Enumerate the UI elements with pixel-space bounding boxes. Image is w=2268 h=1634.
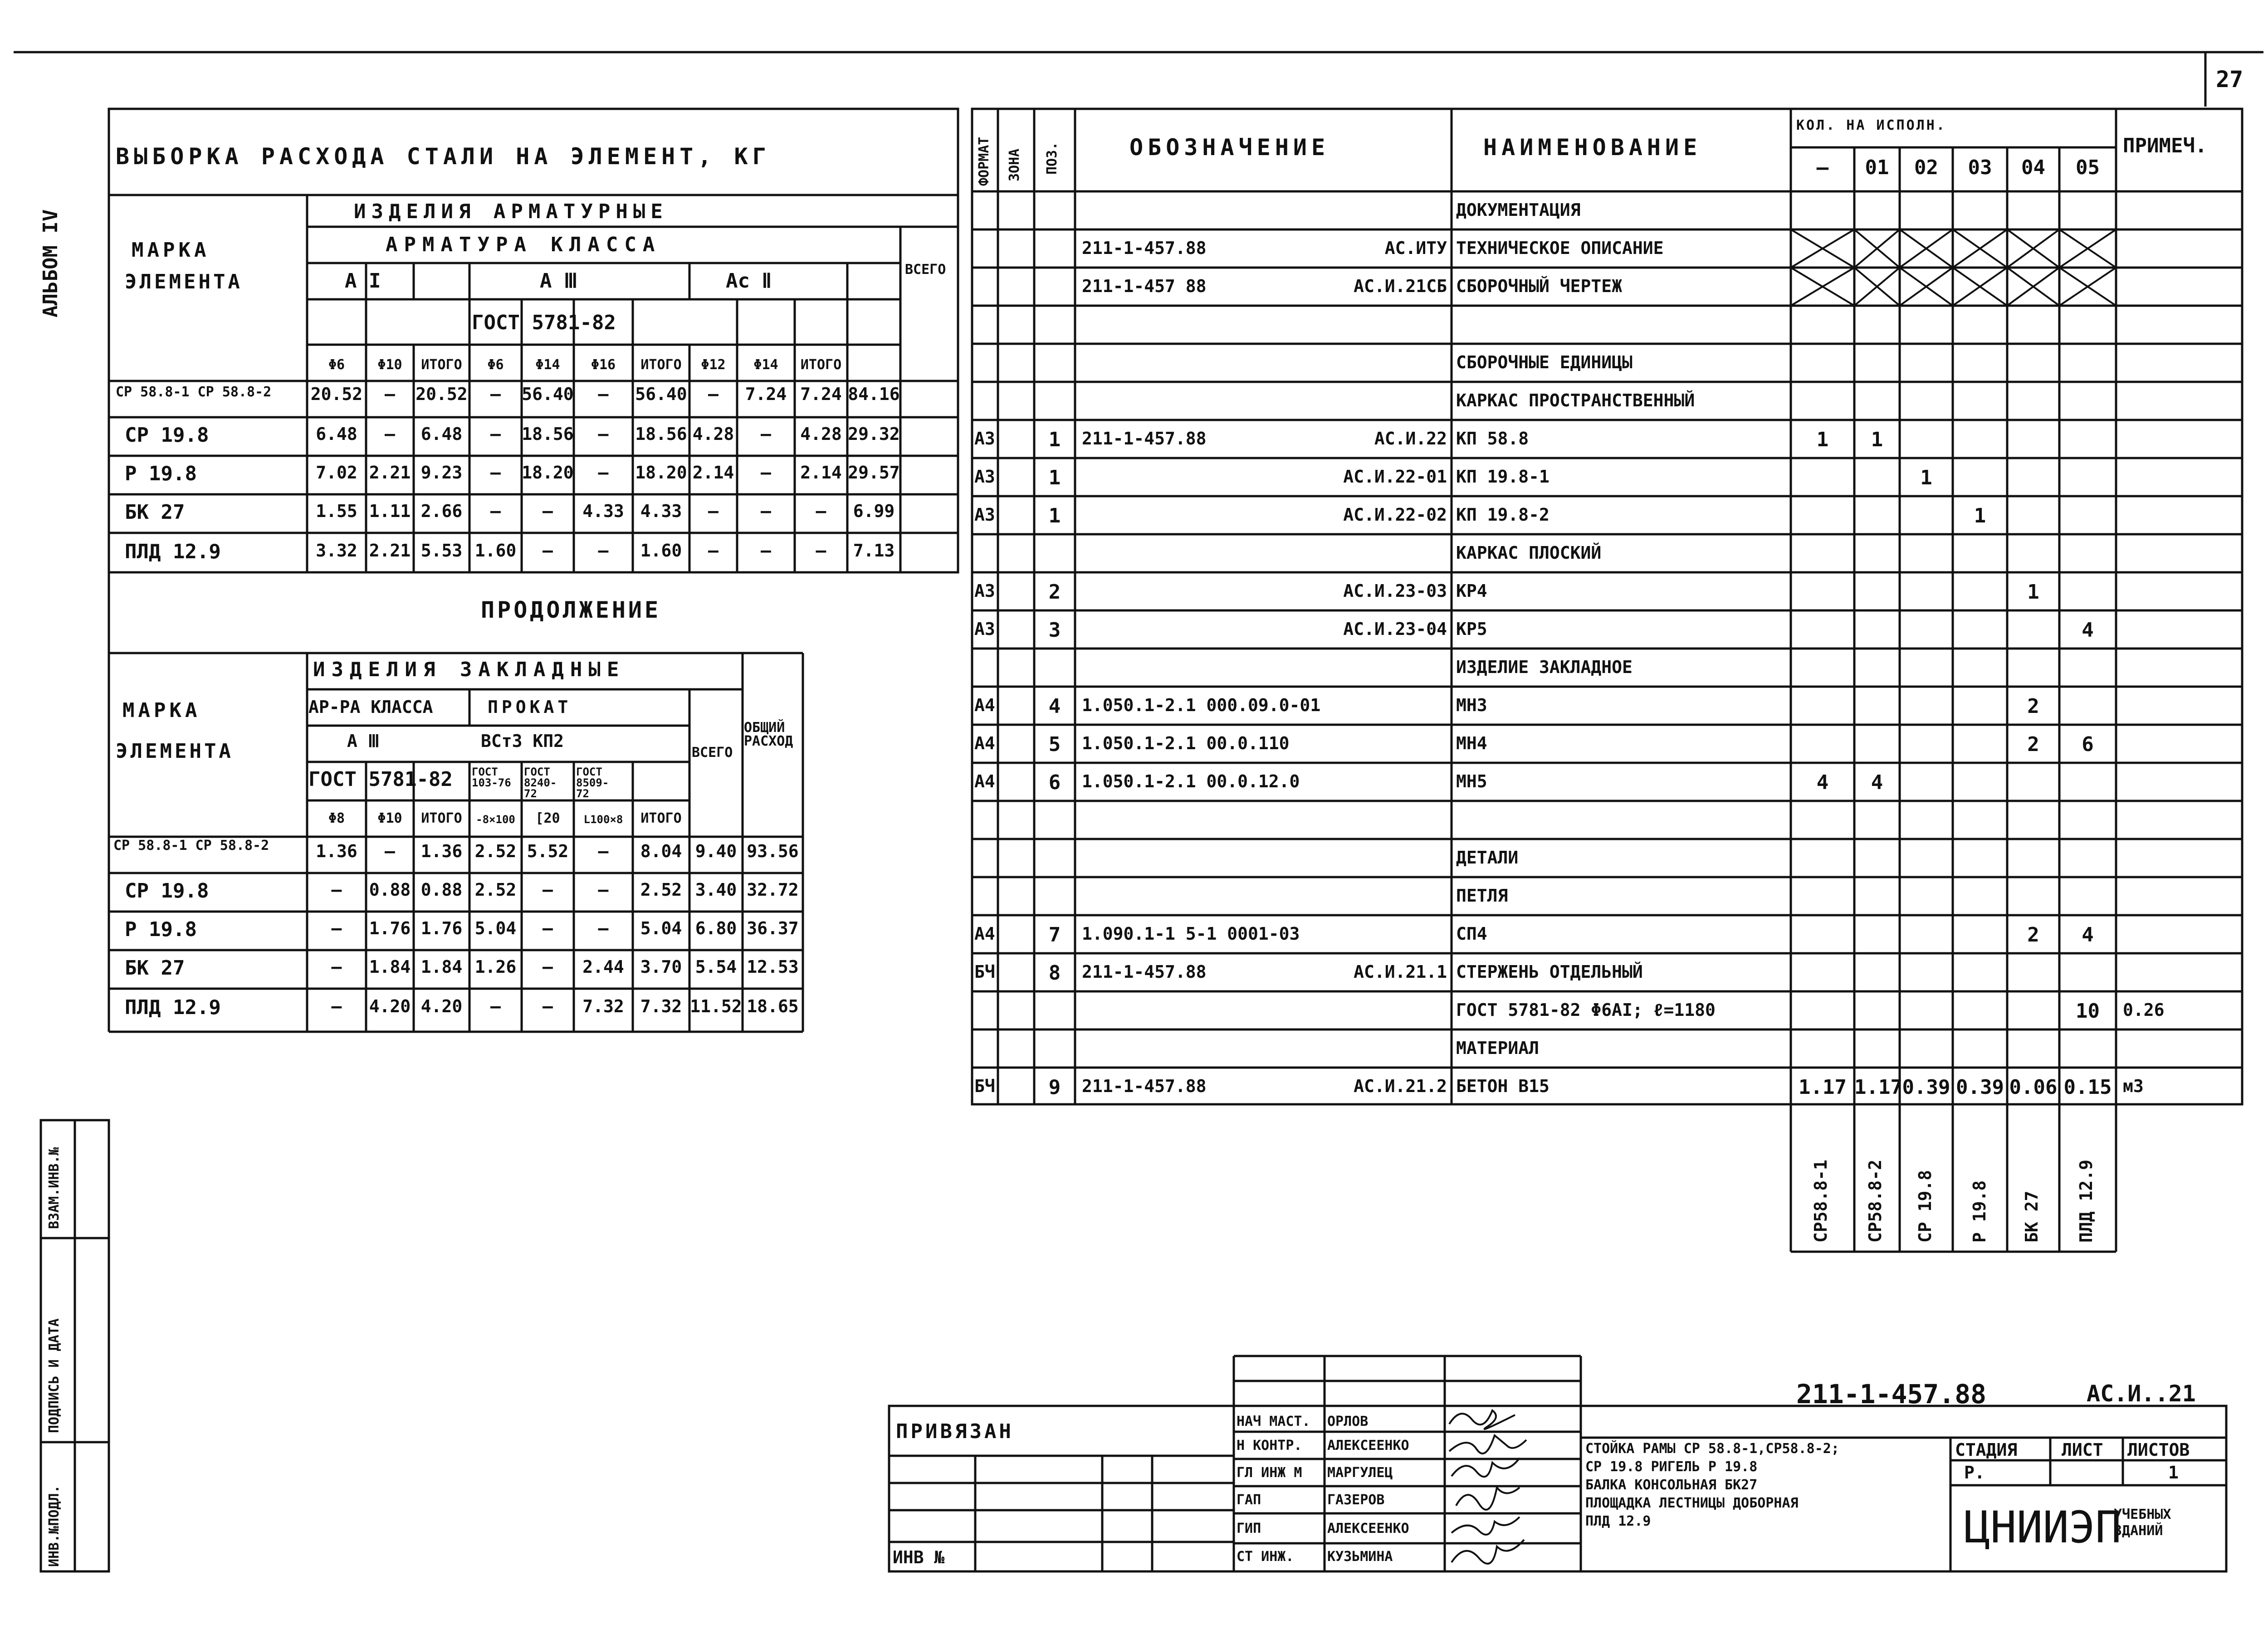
t2-total-cell: 5.54 <box>695 957 737 977</box>
signer-name: АЛЕКСЕЕНКО <box>1327 1438 1409 1454</box>
spec-variant: 03 <box>1968 156 1992 179</box>
t2-total-header: ВСЕГО <box>692 745 733 761</box>
t1-total-cell: 6.99 <box>853 501 895 521</box>
t1-row-mark: ПЛД 12.9 <box>125 540 221 563</box>
spec-designation: 211-1-457.88 <box>1082 238 1207 258</box>
t1-cell: 1.60 <box>640 541 682 561</box>
t1-cell: 2.14 <box>692 463 734 483</box>
t2-cell: 2.52 <box>640 880 682 900</box>
t1-cell: 2.66 <box>420 501 463 521</box>
t1-cell: — <box>761 424 771 444</box>
t1-cell: — <box>543 501 553 521</box>
spec-name: МН5 <box>1456 771 1487 791</box>
org-logo: ЦНИИЭП <box>1964 1502 2121 1553</box>
spec-name: КП 58.8 <box>1456 429 1529 449</box>
spec-qty: 1.17 <box>1799 1076 1847 1099</box>
t1-col: ИТОГО <box>421 357 462 373</box>
stage-value: Р. <box>1964 1463 1985 1483</box>
t1-cell: 7.24 <box>800 384 842 404</box>
spec-qty: 4 <box>1871 771 1883 794</box>
description-line: ПЛД 12.9 <box>1585 1513 1651 1529</box>
spec-name: МАТЕРИАЛ <box>1456 1038 1540 1058</box>
spec-designation: 1.090.1-1 5-1 0001-03 <box>1082 924 1300 944</box>
spec-qty: 1 <box>1871 428 1883 451</box>
privyazan-label: ПРИВЯЗАН <box>896 1420 1014 1443</box>
t2-title: ПРОДОЛЖЕНИЕ <box>481 597 661 623</box>
spec-qty: 0.39 <box>1902 1076 1950 1099</box>
t2-cell: 5.04 <box>474 918 517 938</box>
t2-cell: — <box>331 996 342 1016</box>
t1-cell: 18.56 <box>522 424 574 444</box>
spec-format: А3 <box>974 429 995 449</box>
spec-pos: 3 <box>1048 619 1061 642</box>
spec-qty: 4 <box>1816 771 1829 794</box>
t1-cell: — <box>708 501 719 521</box>
t1-cell: 18.20 <box>635 463 687 483</box>
t1-cell: — <box>708 541 719 561</box>
spec-qty: 2 <box>2027 923 2039 946</box>
t2-cell: 1.76 <box>420 918 463 938</box>
t1-cell: — <box>708 384 719 404</box>
t2-cell: — <box>543 880 553 900</box>
spec-h-pos: ПОЗ. <box>1044 141 1060 175</box>
spec-qty: 0.15 <box>2063 1076 2112 1099</box>
spec-designation: 1.050.1-2.1 000.09.0-01 <box>1082 695 1321 715</box>
role: Н КОНТР. <box>1237 1438 1302 1454</box>
spec-code: АС.И.21.1 <box>1354 962 1447 982</box>
t2-col: [20 <box>535 810 560 826</box>
t1-total-header: ВСЕГО <box>905 262 946 278</box>
t2-gost-a: ГОСТ 103-76 <box>472 766 511 789</box>
role: СТ ИНЖ. <box>1237 1549 1294 1565</box>
t1-cell: — <box>598 424 609 444</box>
t1-title: ВЫБОРКА РАСХОДА СТАЛИ НА ЭЛЕМЕНТ, КГ <box>116 143 771 170</box>
t2-cell: 4.20 <box>369 996 411 1016</box>
spec-pos: 1 <box>1048 504 1061 527</box>
t1-mark-header-2: ЭЛЕМЕНТА <box>125 270 243 293</box>
t2-general-cell: 32.72 <box>747 880 799 900</box>
t1-cell: — <box>761 541 771 561</box>
spec-qty: 2 <box>2027 695 2039 718</box>
t1-row-mark: БК 27 <box>125 501 185 524</box>
spec-name: СБОРОЧНЫЕ ЕДИНИЦЫ <box>1456 352 1633 372</box>
t2-cell: 1.36 <box>420 841 463 861</box>
t2-cell: — <box>598 841 609 861</box>
t2-row-mark: БК 27 <box>125 956 185 980</box>
variant-mark: СР58.8-2 <box>1865 1159 1885 1243</box>
t2-cell: 2.44 <box>582 957 624 977</box>
t2-gost-b: ГОСТ 8240-72 <box>524 766 557 800</box>
t1-cell: — <box>816 541 826 561</box>
t2-cell: — <box>543 957 553 977</box>
t2-cell: — <box>543 918 553 938</box>
t2-cell: 1.84 <box>420 957 463 977</box>
t2-cell: — <box>331 918 342 938</box>
spec-qty: 4 <box>2082 923 2094 946</box>
spec-h-designation: ОБОЗНАЧЕНИЕ <box>1129 134 1330 161</box>
t1-cell: — <box>490 384 501 404</box>
spec-note: 0.26 <box>2123 1000 2165 1020</box>
variant-mark: Р 19.8 <box>1970 1180 1989 1243</box>
t2-cell: 3.70 <box>640 957 682 977</box>
t2-row-mark: Р 19.8 <box>125 918 197 941</box>
t2-cell: 5.04 <box>640 918 682 938</box>
signer-name: АЛЕКСЕЕНКО <box>1327 1521 1409 1536</box>
t1-cell: 9.23 <box>420 463 463 483</box>
side-inv-original: ИНВ.№ПОДЛ. <box>46 1485 62 1567</box>
spec-pos: 2 <box>1048 580 1061 604</box>
t1-cell: — <box>598 384 609 404</box>
t2-row-mark: СР 58.8-1 СР 58.8-2 <box>113 838 269 854</box>
t1-cell: 6.48 <box>420 424 463 444</box>
t2-cell: 2.52 <box>474 841 517 861</box>
t2-cell: 8.04 <box>640 841 682 861</box>
spec-code: АС.И.22 <box>1374 429 1447 449</box>
spec-pos: 5 <box>1048 733 1061 756</box>
t1-total-cell: 7.13 <box>853 541 895 561</box>
spec-code: АС.И.21.2 <box>1354 1076 1447 1096</box>
album-label: АЛЬБОМ IV <box>39 209 62 317</box>
spec-name: МН4 <box>1456 733 1487 753</box>
role: НАЧ МАСТ. <box>1237 1414 1310 1429</box>
t1-col: Φ6 <box>328 357 345 373</box>
t1-class-aiii: А Ⅲ <box>540 269 578 293</box>
t1-cell: — <box>385 424 395 444</box>
t2-col: Φ8 <box>328 810 345 826</box>
inv-label: ИНВ № <box>893 1547 945 1567</box>
description-line: БАЛКА КОНСОЛЬНАЯ БК27 <box>1585 1477 1758 1493</box>
t1-cell: 4.33 <box>582 501 624 521</box>
spec-format: А3 <box>974 505 995 525</box>
t2-cell: — <box>331 880 342 900</box>
spec-format: А4 <box>974 695 995 715</box>
t2-cell: 4.20 <box>420 996 463 1016</box>
spec-pos: 1 <box>1048 466 1061 489</box>
spec-pos: 7 <box>1048 923 1061 946</box>
t2-col: -8×100 <box>476 813 515 826</box>
spec-name: ТЕХНИЧЕСКОЕ ОПИСАНИЕ <box>1456 238 1664 258</box>
t2-total-cell: 6.80 <box>695 918 737 938</box>
t1-col: Φ14 <box>753 357 778 373</box>
t1-row-mark: СР 19.8 <box>125 424 209 447</box>
spec-h-qty: КОЛ. НА ИСПОЛН. <box>1796 117 1946 133</box>
t2-cell: — <box>490 996 501 1016</box>
t1-cell: 18.20 <box>522 463 574 483</box>
spec-format: А4 <box>974 771 995 791</box>
spec-designation: 211-1-457.88 <box>1082 962 1207 982</box>
spec-pos: 9 <box>1048 1076 1061 1099</box>
t2-general-cell: 12.53 <box>747 957 799 977</box>
spec-h-format: ФОРМАТ <box>976 137 992 186</box>
t2-aiii: А Ⅲ <box>347 731 380 751</box>
t1-col: Φ16 <box>591 357 616 373</box>
spec-name: СТЕРЖЕНЬ ОТДЕЛЬНЫЙ <box>1456 962 1643 982</box>
t1-cell: — <box>598 541 609 561</box>
spec-code: АС.И.22-01 <box>1343 467 1447 487</box>
t1-cell: 4.28 <box>800 424 842 444</box>
t2-total-cell: 9.40 <box>695 841 737 861</box>
spec-code: АС.И.23-04 <box>1343 619 1447 639</box>
spec-name: КР4 <box>1456 581 1487 601</box>
spec-name: ИЗДЕЛИЕ ЗАКЛАДНОЕ <box>1456 657 1633 677</box>
t1-col: Φ12 <box>701 357 726 373</box>
spec-name: ДОКУМЕНТАЦИЯ <box>1456 200 1581 220</box>
t1-cell: 5.53 <box>420 541 463 561</box>
t2-row-mark: ПЛД 12.9 <box>125 996 221 1019</box>
spec-variant: 04 <box>2021 156 2045 179</box>
role: ГЛ ИНЖ М <box>1237 1465 1302 1481</box>
spec-variant: — <box>1816 156 1829 179</box>
t2-cell: — <box>598 880 609 900</box>
t2-general-cell: 93.56 <box>747 841 799 861</box>
t1-cell: 56.40 <box>635 384 687 404</box>
t1-group-header: ИЗДЕЛИЯ АРМАТУРНЫЕ <box>354 200 668 223</box>
doc-suffix: АС.И..21 <box>2087 1380 2196 1407</box>
role: ГИП <box>1237 1521 1261 1536</box>
t1-cell: 18.56 <box>635 424 687 444</box>
t2-mark-header-2: ЭЛЕМЕНТА <box>116 740 234 763</box>
side-replace-inv: ВЗАМ.ИНВ.№ <box>46 1147 62 1229</box>
t2-cell: 1.84 <box>369 957 411 977</box>
spec-code: АС.ИТУ <box>1384 238 1447 258</box>
t1-cell: 2.21 <box>369 541 411 561</box>
t1-cell: 56.40 <box>522 384 574 404</box>
spec-name: КП 19.8-1 <box>1456 467 1549 487</box>
spec-h-note: ПРИМЕЧ. <box>2123 134 2207 157</box>
spec-qty: 1 <box>1974 504 1986 527</box>
spec-qty: 1 <box>1816 428 1829 451</box>
t1-cell: — <box>490 424 501 444</box>
t1-gost: ГОСТ 5781-82 <box>472 311 616 334</box>
t1-cell: 4.28 <box>692 424 734 444</box>
t2-cell: — <box>331 957 342 977</box>
signer-name: МАРГУЛЕЦ <box>1327 1465 1393 1481</box>
t1-cell: — <box>490 463 501 483</box>
signer-name: ОРЛОВ <box>1327 1414 1369 1429</box>
stage-label: СТАДИЯ <box>1955 1440 2018 1460</box>
page-number: 27 <box>2216 66 2244 93</box>
t2-col: L100×8 <box>583 813 623 826</box>
t1-col: ИТОГО <box>800 357 842 373</box>
spec-designation: 211-1-457.88 <box>1082 429 1207 449</box>
spec-variant: 01 <box>1865 156 1889 179</box>
t2-cell: 1.26 <box>474 957 517 977</box>
spec-name: КАРКАС ПРОСТРАНСТВЕННЫЙ <box>1456 390 1695 410</box>
spec-pos: 1 <box>1048 428 1061 451</box>
t1-cell: — <box>816 501 826 521</box>
spec-name: МН3 <box>1456 695 1487 715</box>
t2-col: ИТОГО <box>421 810 462 826</box>
t1-cell: 1.60 <box>474 541 517 561</box>
variant-mark: БК 27 <box>2022 1190 2042 1243</box>
t1-cell: 1.55 <box>316 501 357 521</box>
spec-name: ПЕТЛЯ <box>1456 886 1508 906</box>
t2-group-header: ИЗДЕЛИЯ ЗАКЛАДНЫЕ <box>313 658 626 681</box>
signer-name: КУЗЬМИНА <box>1327 1549 1393 1565</box>
t1-row-mark: Р 19.8 <box>125 462 197 485</box>
t2-cell: 7.32 <box>582 996 624 1016</box>
t2-cell: — <box>543 996 553 1016</box>
t2-cell: — <box>598 918 609 938</box>
variant-mark: ПЛД 12.9 <box>2076 1159 2096 1243</box>
spec-designation: 1.050.1-2.1 00.0.110 <box>1082 733 1290 753</box>
org-subtitle: УЧЕБНЫХ ЗДАНИЙ <box>2114 1507 2171 1539</box>
t1-class-header: АРМАТУРА КЛАССА <box>386 233 661 256</box>
spec-name: КАРКАС ПЛОСКИЙ <box>1456 543 1602 563</box>
spec-variant: 05 <box>2076 156 2100 179</box>
t2-cell: 1.36 <box>316 841 357 861</box>
description-line: СР 19.8 РИГЕЛЬ Р 19.8 <box>1585 1459 1758 1475</box>
t2-cell: 5.52 <box>527 841 569 861</box>
t1-total-cell: 84.16 <box>848 384 900 404</box>
spec-name: БЕТОН В15 <box>1456 1076 1549 1096</box>
spec-h-name: НАИМЕНОВАНИЕ <box>1483 134 1702 161</box>
spec-qty: 0.39 <box>1956 1076 2004 1099</box>
t2-cell: 7.32 <box>640 996 682 1016</box>
description-line: ПЛОЩАДКА ЛЕСТНИЦЫ ДОБОРНАЯ <box>1585 1495 1799 1511</box>
doc-code: 211-1-457.88 <box>1796 1379 1987 1410</box>
spec-pos: 6 <box>1048 771 1061 794</box>
t1-cell: — <box>490 501 501 521</box>
t1-class-ai: А I <box>345 269 381 293</box>
spec-designation: 211-1-457.88 <box>1082 1076 1207 1096</box>
t1-cell: — <box>385 384 395 404</box>
t2-general-cell: 18.65 <box>747 996 799 1016</box>
spec-format: БЧ <box>974 962 995 982</box>
t1-cell: 3.32 <box>316 541 357 561</box>
spec-format: БЧ <box>974 1076 995 1096</box>
sheets-value: 1 <box>2168 1463 2179 1483</box>
spec-format: А3 <box>974 581 995 601</box>
spec-format: А3 <box>974 619 995 639</box>
t1-cell: — <box>598 463 609 483</box>
sheets-label: ЛИСТОВ <box>2127 1440 2190 1460</box>
t1-col: Φ14 <box>535 357 560 373</box>
t1-cell: — <box>761 463 771 483</box>
t2-col: ИТОГО <box>640 810 682 826</box>
variant-mark: СР58.8-1 <box>1811 1159 1831 1243</box>
t1-row-mark: СР 58.8-1 СР 58.8-2 <box>116 384 272 400</box>
side-signature-date: ПОДПИСЬ И ДАТА <box>46 1318 62 1433</box>
t2-gost-c: ГОСТ 8509-72 <box>576 766 609 800</box>
t2-mark-header-1: МАРКА <box>122 699 201 722</box>
t2-cell: 1.76 <box>369 918 411 938</box>
t2-cell: 0.88 <box>420 880 463 900</box>
spec-designation: 1.050.1-2.1 00.0.12.0 <box>1082 771 1300 791</box>
signer-name: ГАЗЕРОВ <box>1327 1492 1385 1508</box>
sheet-label: ЛИСТ <box>2062 1440 2103 1460</box>
t1-cell: 4.33 <box>640 501 682 521</box>
spec-name: ДЕТАЛИ <box>1456 848 1519 868</box>
spec-format: А3 <box>974 467 995 487</box>
spec-format: А4 <box>974 924 995 944</box>
spec-qty: 2 <box>2027 733 2039 756</box>
spec-name: ГОСТ 5781-82 Φ6АI; ℓ=1180 <box>1456 1000 1716 1020</box>
t1-total-cell: 29.57 <box>848 463 900 483</box>
spec-note: м3 <box>2123 1076 2144 1096</box>
t2-total-cell: 11.52 <box>690 996 742 1016</box>
spec-code: АС.И.21СБ <box>1354 276 1447 296</box>
t2-arm-header: АР-РА КЛАССА <box>308 697 433 717</box>
description-line: СТОЙКА РАМЫ СР 58.8-1,СР58.8-2; <box>1585 1441 1839 1457</box>
t2-prokat-header: ПРОКАТ <box>488 697 572 717</box>
t2-cell: 2.52 <box>474 880 517 900</box>
variant-mark: СР 19.8 <box>1915 1170 1935 1243</box>
t1-cell: 2.14 <box>800 463 842 483</box>
t2-general-header: ОБЩИЙ РАСХОД <box>744 720 793 749</box>
spec-name: СП4 <box>1456 924 1487 944</box>
t1-cell: 2.21 <box>369 463 411 483</box>
spec-pos: 8 <box>1048 961 1061 985</box>
t1-cell: 20.52 <box>310 384 363 404</box>
t1-cell: 6.48 <box>316 424 357 444</box>
spec-designation: 211-1-457 88 <box>1082 276 1207 296</box>
t1-cell: 20.52 <box>415 384 468 404</box>
t2-total-cell: 3.40 <box>695 880 737 900</box>
t2-general-cell: 36.37 <box>747 918 799 938</box>
spec-qty: 0.06 <box>2009 1076 2058 1099</box>
t1-cell: 1.11 <box>369 501 411 521</box>
spec-name: КР5 <box>1456 619 1487 639</box>
t1-mark-header-1: МАРКА <box>132 239 210 262</box>
t1-cell: 7.24 <box>745 384 787 404</box>
spec-code: АС.И.22-02 <box>1343 505 1447 525</box>
spec-qty: 1 <box>1920 466 1932 489</box>
role: ГАП <box>1237 1492 1261 1508</box>
t1-col: Φ10 <box>377 357 402 373</box>
t1-col: ИТОГО <box>640 357 682 373</box>
t1-cell: 7.02 <box>316 463 357 483</box>
t2-row-mark: СР 19.8 <box>125 879 209 902</box>
t1-col: Φ6 <box>487 357 504 373</box>
spec-qty: 1 <box>2027 580 2039 604</box>
t2-steel: ВСт3 КП2 <box>481 731 564 751</box>
t1-cell: — <box>543 541 553 561</box>
spec-pos: 4 <box>1048 695 1061 718</box>
spec-code: АС.И.23-03 <box>1343 581 1447 601</box>
spec-qty: 6 <box>2082 733 2094 756</box>
spec-qty: 1.17 <box>1854 1076 1902 1099</box>
spec-qty: 4 <box>2082 619 2094 642</box>
t2-gost: ГОСТ 5781-82 <box>308 768 453 791</box>
spec-name: КП 19.8-2 <box>1456 505 1549 525</box>
spec-variant: 02 <box>1914 156 1938 179</box>
spec-name: СБОРОЧНЫЙ ЧЕРТЕЖ <box>1456 276 1623 296</box>
t2-cell: 0.88 <box>369 880 411 900</box>
t2-cell: — <box>385 841 395 861</box>
spec-format: А4 <box>974 733 995 753</box>
t1-class-acii: Ас Ⅱ <box>726 269 772 293</box>
spec-h-zone: ЗОНА <box>1007 148 1022 181</box>
t1-cell: — <box>761 501 771 521</box>
t2-col: Φ10 <box>377 810 402 826</box>
t1-total-cell: 29.32 <box>848 424 900 444</box>
spec-qty: 10 <box>2076 1000 2100 1023</box>
